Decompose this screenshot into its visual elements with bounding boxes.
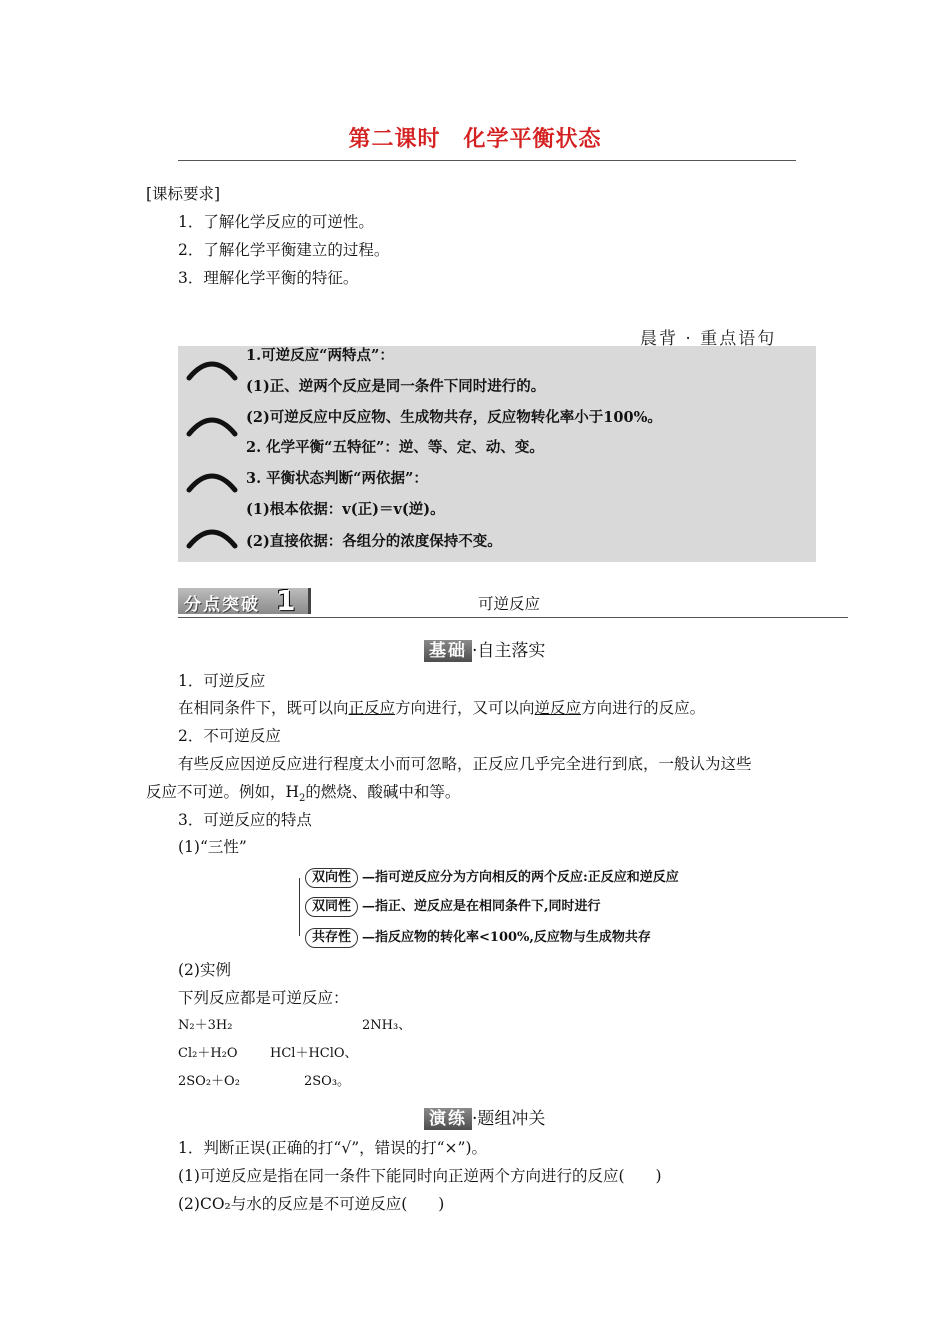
summary-line: (2)可逆反应中反应物、生成物共存，反应物转化率小于100%。 xyxy=(246,409,662,426)
equation-left: Cl₂＋H₂O xyxy=(178,1046,238,1061)
section-rule xyxy=(178,617,848,618)
examples-intro: 下列反应都是可逆反应： xyxy=(178,989,349,1007)
section-number: 1 xyxy=(276,584,296,617)
paragraph-irreversible: 有些反应因逆反应进行程度太小而可忽略，正反应几乎完全进行到底，一般认为这些 xyxy=(178,755,752,773)
requirement-item: 2．了解化学平衡建立的过程。 xyxy=(178,241,390,259)
underlined-term: 正反应 xyxy=(348,699,396,717)
property-pill: 双同性 xyxy=(305,897,358,917)
equation-right: HCl＋HClO、 xyxy=(270,1046,358,1061)
basics-tag-text: ·自主落实 xyxy=(472,641,546,661)
equation-left: N₂＋3H₂ xyxy=(178,1018,233,1033)
question-1-1: (1)可逆反应是指在同一条件下能同时向正逆两个方向进行的反应( ) xyxy=(178,1167,662,1185)
section-title: 可逆反应 xyxy=(478,595,541,613)
requirement-item: 1．了解化学反应的可逆性。 xyxy=(178,213,374,231)
subheading-three-properties: (1)“三性” xyxy=(178,838,247,856)
question-1: 1．判断正误(正确的打“√”，错误的打“×”)。 xyxy=(178,1139,488,1157)
equation-right: 2SO₃。 xyxy=(304,1074,351,1089)
practice-tag-text: ·题组冲关 xyxy=(472,1109,546,1129)
underlined-term: 逆反应 xyxy=(534,699,582,717)
property-desc: —指正、逆反应是在相同条件下,同时进行 xyxy=(362,899,601,914)
property-pill: 双向性 xyxy=(305,868,358,888)
requirements-heading: [课标要求] xyxy=(146,185,221,203)
summary-line: (1)正、逆两个反应是同一条件下同时进行的。 xyxy=(246,378,546,395)
heading-reversible: 1．可逆反应 xyxy=(178,672,266,690)
page-title: 第二课时 化学平衡状态 xyxy=(348,126,602,152)
property-pill: 共存性 xyxy=(305,928,358,948)
equation-right: 2NH₃、 xyxy=(362,1018,412,1033)
summary-line: (2)直接依据：各组分的浓度保持不变。 xyxy=(246,533,502,550)
property-desc: —指反应物的转化率<100%,反应物与生成物共存 xyxy=(362,930,651,945)
practice-tag: 演练 xyxy=(424,1108,472,1130)
subheading-examples: (2)实例 xyxy=(178,961,231,979)
summary-tab: 晨背 · 重点语句 xyxy=(640,329,777,349)
binder-ring-icon xyxy=(186,356,238,384)
heading-features: 3．可逆反应的特点 xyxy=(178,811,312,829)
heading-irreversible: 2．不可逆反应 xyxy=(178,727,281,745)
requirement-item: 3．理解化学平衡的特征。 xyxy=(178,269,359,287)
equation-left: 2SO₂＋O₂ xyxy=(178,1074,240,1089)
summary-line: 3. 平衡状态判断“两依据”： xyxy=(246,470,428,487)
basics-header xyxy=(424,636,545,661)
basics-tag: 基础 xyxy=(424,640,472,662)
question-1-2: (2)CO₂与水的反应是不可逆反应( ) xyxy=(178,1195,445,1213)
summary-line: (1)根本依据：v(正)＝v(逆)。 xyxy=(246,501,445,518)
paragraph-reversible: 在相同条件下，既可以向正反应方向进行，又可以向逆反应方向进行的反应。 xyxy=(178,699,706,717)
title-rule xyxy=(178,160,796,161)
practice-header xyxy=(424,1104,545,1129)
binder-ring-icon xyxy=(186,412,238,440)
binder-ring-icon xyxy=(186,468,238,496)
section-badge-label: 分点突破 xyxy=(184,595,260,615)
binder-ring-icon xyxy=(186,524,238,552)
property-desc: —指可逆反应分为方向相反的两个反应:正反应和逆反应 xyxy=(362,870,679,885)
summary-line: 1.可逆反应“两特点”： xyxy=(246,347,394,364)
summary-line: 2. 化学平衡“五特征”：逆、等、定、动、变。 xyxy=(246,439,544,456)
paragraph-irreversible-cont: 反应不可逆。例如，$H_2$的燃烧、酸碱中和等。 xyxy=(146,783,461,805)
